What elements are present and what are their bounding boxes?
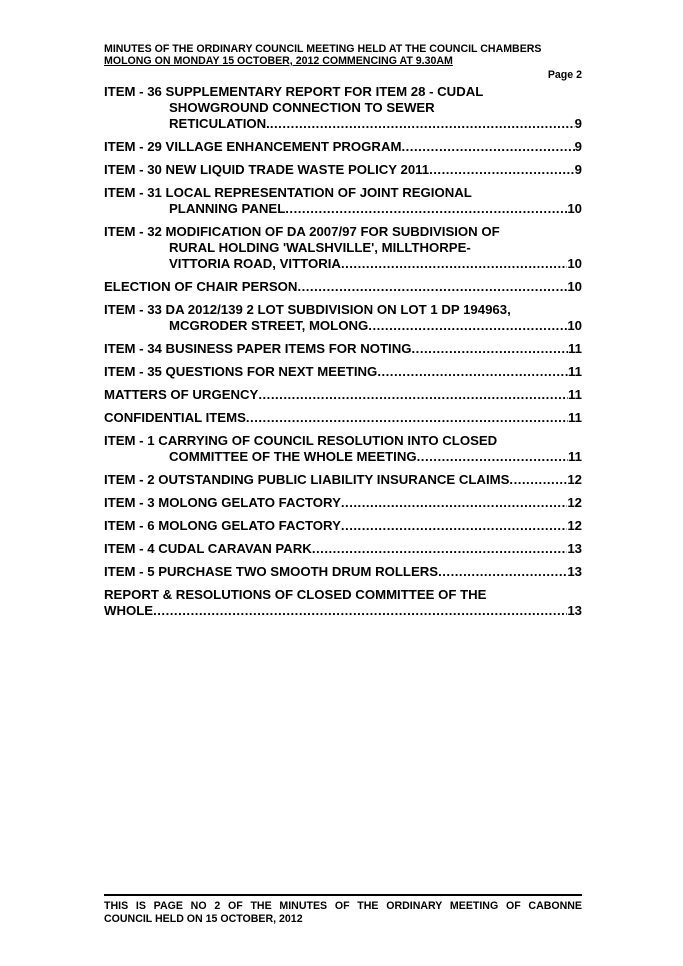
toc-entry-title: SHOWGROUND CONNECTION TO SEWER: [169, 100, 435, 115]
toc-entry: [104, 185, 582, 217]
toc-page-number: 11: [568, 341, 582, 356]
toc-leader-dots: [509, 472, 567, 488]
toc-entry-title: VITTORIA ROAD, VITTORIA: [169, 256, 341, 271]
toc-page-number: 10: [567, 318, 582, 333]
page-number: Page 2: [547, 69, 582, 81]
toc-page-number: 12: [567, 495, 582, 510]
toc-leader-dots: [341, 518, 567, 534]
footer-divider: [104, 894, 582, 896]
toc-entry-title: ITEM - 2 OUTSTANDING PUBLIC LIABILITY INSURANCE CLAIMS: [104, 472, 510, 487]
toc-entry-line: [104, 449, 582, 465]
toc-page-number: 13: [567, 603, 582, 618]
toc-leader-dots: [285, 201, 567, 217]
toc-entry-line: [104, 364, 582, 380]
toc-entry-line: [104, 201, 582, 217]
header-line-2-text: MOLONG ON MONDAY 15 OCTOBER, 2012 COMMENCING AT 9.30AM: [104, 55, 453, 67]
header-line-2: [104, 55, 582, 67]
toc-page-number: 9: [574, 139, 582, 154]
toc-entry-line: [104, 564, 582, 580]
toc-leader-dots: [341, 256, 567, 272]
toc-entry-line: [104, 256, 582, 272]
toc-entry: [104, 84, 582, 132]
toc-entry-line: [104, 387, 582, 403]
toc-entry: [104, 518, 582, 534]
toc-entry-line: [104, 224, 582, 240]
footer-line-2: COUNCIL HELD ON 15 OCTOBER, 2012: [104, 913, 303, 925]
toc-entry-line: [104, 139, 582, 155]
toc-leader-dots: [377, 364, 568, 380]
toc-entry: [104, 587, 582, 619]
toc-entry: [104, 162, 582, 178]
toc-entry: [104, 302, 582, 334]
toc-entry-line: [104, 341, 582, 357]
toc-leader-dots: [438, 564, 567, 580]
toc-entry-line: [104, 116, 582, 132]
toc-entry-title: ITEM - 3 MOLONG GELATO FACTORY: [104, 495, 341, 510]
toc-leader-dots: [153, 603, 567, 619]
toc-entry-title: ELECTION OF CHAIR PERSON: [104, 279, 298, 294]
toc-leader-dots: [429, 162, 575, 178]
toc-leader-dots: [258, 387, 568, 403]
toc-entry-title: WHOLE: [104, 603, 154, 618]
toc-entry-title: ITEM - 29 VILLAGE ENHANCEMENT PROGRAM: [104, 139, 402, 154]
toc-entry-title: MCGRODER STREET, MOLONG: [169, 318, 369, 333]
toc-entry-line: [104, 240, 582, 256]
toc-entry: [104, 279, 582, 295]
toc-leader-dots: [401, 139, 574, 155]
toc-leader-dots: [412, 341, 569, 357]
toc-entry: [104, 387, 582, 403]
toc-page-number: 12: [567, 472, 582, 487]
page-footer: [104, 900, 582, 926]
toc-entry-line: [104, 433, 582, 449]
toc-entry: [104, 564, 582, 580]
toc-entry-title: PLANNING PANEL: [169, 201, 286, 216]
toc-entry-line: [104, 410, 582, 426]
toc-entry-line: [104, 495, 582, 511]
toc-entry-title: ITEM - 30 NEW LIQUID TRADE WASTE POLICY 2011: [104, 162, 430, 177]
toc-entry-line: [104, 162, 582, 178]
toc-leader-dots: [368, 318, 567, 334]
toc-entry-title: ITEM - 33 DA 2012/139 2 LOT SUBDIVISION ON LOT 1 DP 194963,: [104, 302, 511, 317]
toc-entry-title: CONFIDENTIAL ITEMS: [104, 410, 246, 425]
toc-leader-dots: [312, 541, 568, 557]
toc-entry-title: ITEM - 6 MOLONG GELATO FACTORY: [104, 518, 341, 533]
table-of-contents: [104, 84, 582, 626]
toc-entry-line: [104, 84, 582, 100]
toc-entry-title: ITEM - 34 BUSINESS PAPER ITEMS FOR NOTING: [104, 341, 412, 356]
toc-entry-title: RETICULATION.: [169, 116, 270, 131]
toc-entry-line: [104, 318, 582, 334]
toc-entry-title: ITEM - 1 CARRYING OF COUNCIL RESOLUTION INTO CLOSED: [104, 433, 498, 448]
toc-page-number: 13: [567, 564, 582, 579]
toc-entry-title: ITEM - 5 PURCHASE TWO SMOOTH DRUM ROLLERS: [104, 564, 439, 579]
toc-leader-dots: [246, 410, 568, 426]
toc-entry: [104, 433, 582, 465]
toc-entry-line: [104, 185, 582, 201]
toc-entry-line: [104, 587, 582, 603]
toc-page-number: 10: [567, 256, 582, 271]
toc-leader-dots: [270, 116, 575, 132]
toc-entry-line: [104, 100, 582, 116]
toc-entry: [104, 472, 582, 488]
toc-page-number: 13: [567, 541, 582, 556]
toc-page-number: 11: [568, 410, 582, 425]
toc-entry-title: ITEM - 35 QUESTIONS FOR NEXT MEETING: [104, 364, 378, 379]
toc-page-number: 11: [568, 449, 582, 464]
toc-entry: [104, 341, 582, 357]
toc-entry-title: RURAL HOLDING 'WALSHVILLE', MILLTHORPE-: [169, 240, 471, 255]
toc-entry-title: MATTERS OF URGENCY: [104, 387, 259, 402]
toc-entry-line: [104, 518, 582, 534]
toc-entry-title: ITEM - 32 MODIFICATION OF DA 2007/97 FOR SUBDIVISION OF: [104, 224, 500, 239]
toc-entry: [104, 410, 582, 426]
toc-page-number: 12: [567, 518, 582, 533]
toc-entry-title: REPORT & RESOLUTIONS OF CLOSED COMMITTEE OF THE: [104, 587, 487, 602]
toc-entry-line: [104, 302, 582, 318]
toc-entry-line: [104, 472, 582, 488]
toc-entry-title: COMMITTEE OF THE WHOLE MEETING: [169, 449, 417, 464]
header-line-1: MINUTES OF THE ORDINARY COUNCIL MEETING HELD AT THE COUNCIL CHAMBERS: [104, 43, 542, 55]
toc-page-number: 10: [567, 201, 582, 216]
toc-entry-title: ITEM - 4 CUDAL CARAVAN PARK: [104, 541, 312, 556]
toc-entry: [104, 541, 582, 557]
toc-entry-line: [104, 279, 582, 295]
toc-entry: [104, 364, 582, 380]
toc-page-number: 9: [574, 162, 582, 177]
toc-entry: [104, 495, 582, 511]
toc-page-number: 10: [567, 279, 582, 294]
toc-leader-dots: [297, 279, 567, 295]
toc-entry-title: ITEM - 31 LOCAL REPRESENTATION OF JOINT REGIONAL: [104, 185, 472, 200]
toc-entry-line: [104, 541, 582, 557]
toc-leader-dots: [417, 449, 568, 465]
toc-page-number: 11: [568, 387, 582, 402]
toc-page-number: 9: [574, 116, 582, 131]
toc-entry-line: [104, 603, 582, 619]
footer-line-1: THIS IS PAGE NO 2 OF THE MINUTES OF THE ORDINARY MEETING OF CABONNE: [104, 900, 582, 912]
toc-page-number: 11: [568, 364, 582, 379]
toc-entry-title: ITEM - 36 SUPPLEMENTARY REPORT FOR ITEM 28 - CUDAL: [104, 84, 484, 99]
toc-entry: [104, 139, 582, 155]
toc-leader-dots: [341, 495, 567, 511]
toc-entry: [104, 224, 582, 272]
